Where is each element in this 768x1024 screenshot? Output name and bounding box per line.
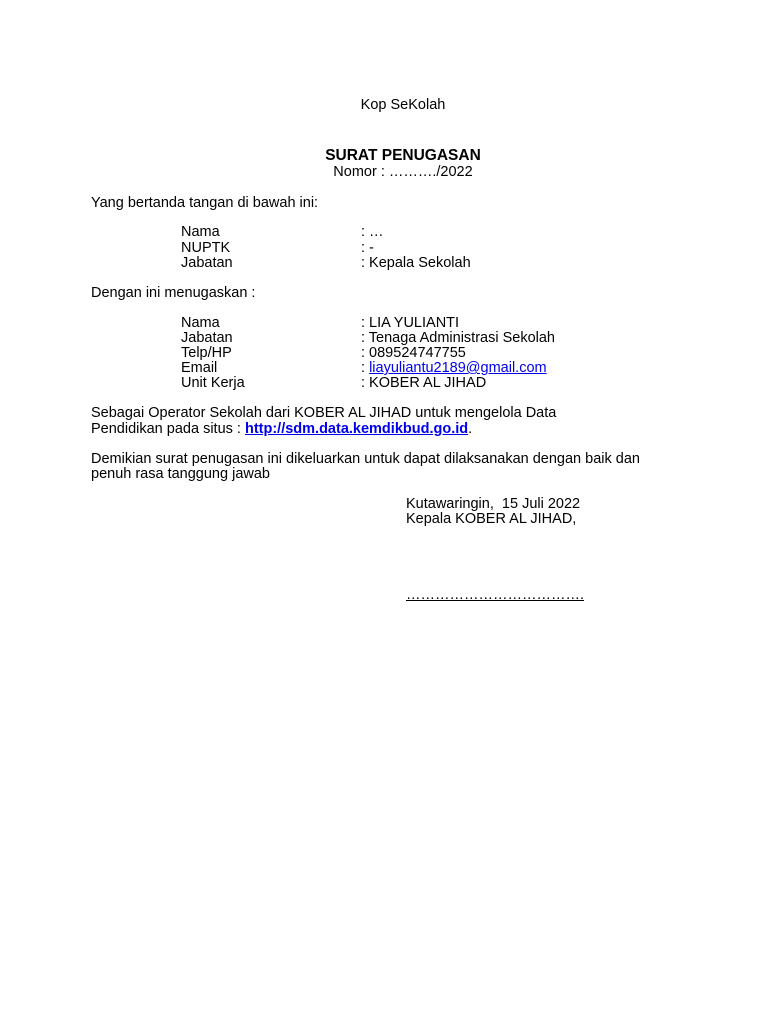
signer-label: Jabatan (181, 255, 233, 271)
assignee-label: Jabatan (181, 330, 233, 346)
purpose-prefix: Pendidikan pada situs : (91, 421, 245, 437)
purpose-line-2 (91, 421, 472, 437)
assignee-value: : Tenaga Administrasi Sekolah (361, 330, 555, 346)
signature-position: Kepala KOBER AL JIHAD, (406, 511, 577, 527)
letterhead: Kop SeKolah (360, 97, 446, 113)
signer-label: NUPTK (181, 240, 231, 256)
website-link[interactable]: http://sdm.data.kemdikbud.go.id (244, 421, 469, 437)
email-prefix: : (361, 360, 370, 376)
assignee-label: Unit Kerja (181, 375, 245, 391)
assignee-value (361, 360, 547, 376)
closing-line-1: Demikian surat penugasan ini dikeluarkan untuk dapat dilaksanakan dengan baik dan (91, 451, 640, 467)
signer-value: : Kepala Sekolah (361, 255, 471, 271)
signer-value: : - (361, 240, 374, 256)
assignee-label: Telp/HP (181, 345, 232, 361)
purpose-suffix: . (468, 421, 473, 437)
signer-label: Nama (181, 224, 220, 240)
purpose-line-1: Sebagai Operator Sekolah dari KOBER AL JIHAD untuk mengelola Data (91, 405, 557, 421)
signer-value: : … (361, 224, 384, 240)
assignee-label: Nama (181, 315, 220, 331)
email-link[interactable]: liayuliantu2189@gmail.com (369, 360, 547, 376)
assignee-value: : KOBER AL JIHAD (361, 375, 487, 391)
assignee-value: : LIA YULIANTI (361, 315, 460, 331)
letter-title: SURAT PENUGASAN (325, 147, 481, 164)
intro-text: Yang bertanda tangan di bawah ini: (91, 195, 319, 211)
signature-place-date: Kutawaringin, 15 Juli 2022 (406, 496, 581, 512)
assignee-value: : 089524747755 (361, 345, 466, 361)
assign-intro-text: Dengan ini menugaskan : (91, 285, 256, 301)
closing-line-2: penuh rasa tanggung jawab (91, 466, 270, 482)
letter-number: Nomor : ………./2022 (333, 164, 473, 180)
assignee-label: Email (181, 360, 218, 376)
signature-name-line: ………………………………. (406, 587, 585, 603)
